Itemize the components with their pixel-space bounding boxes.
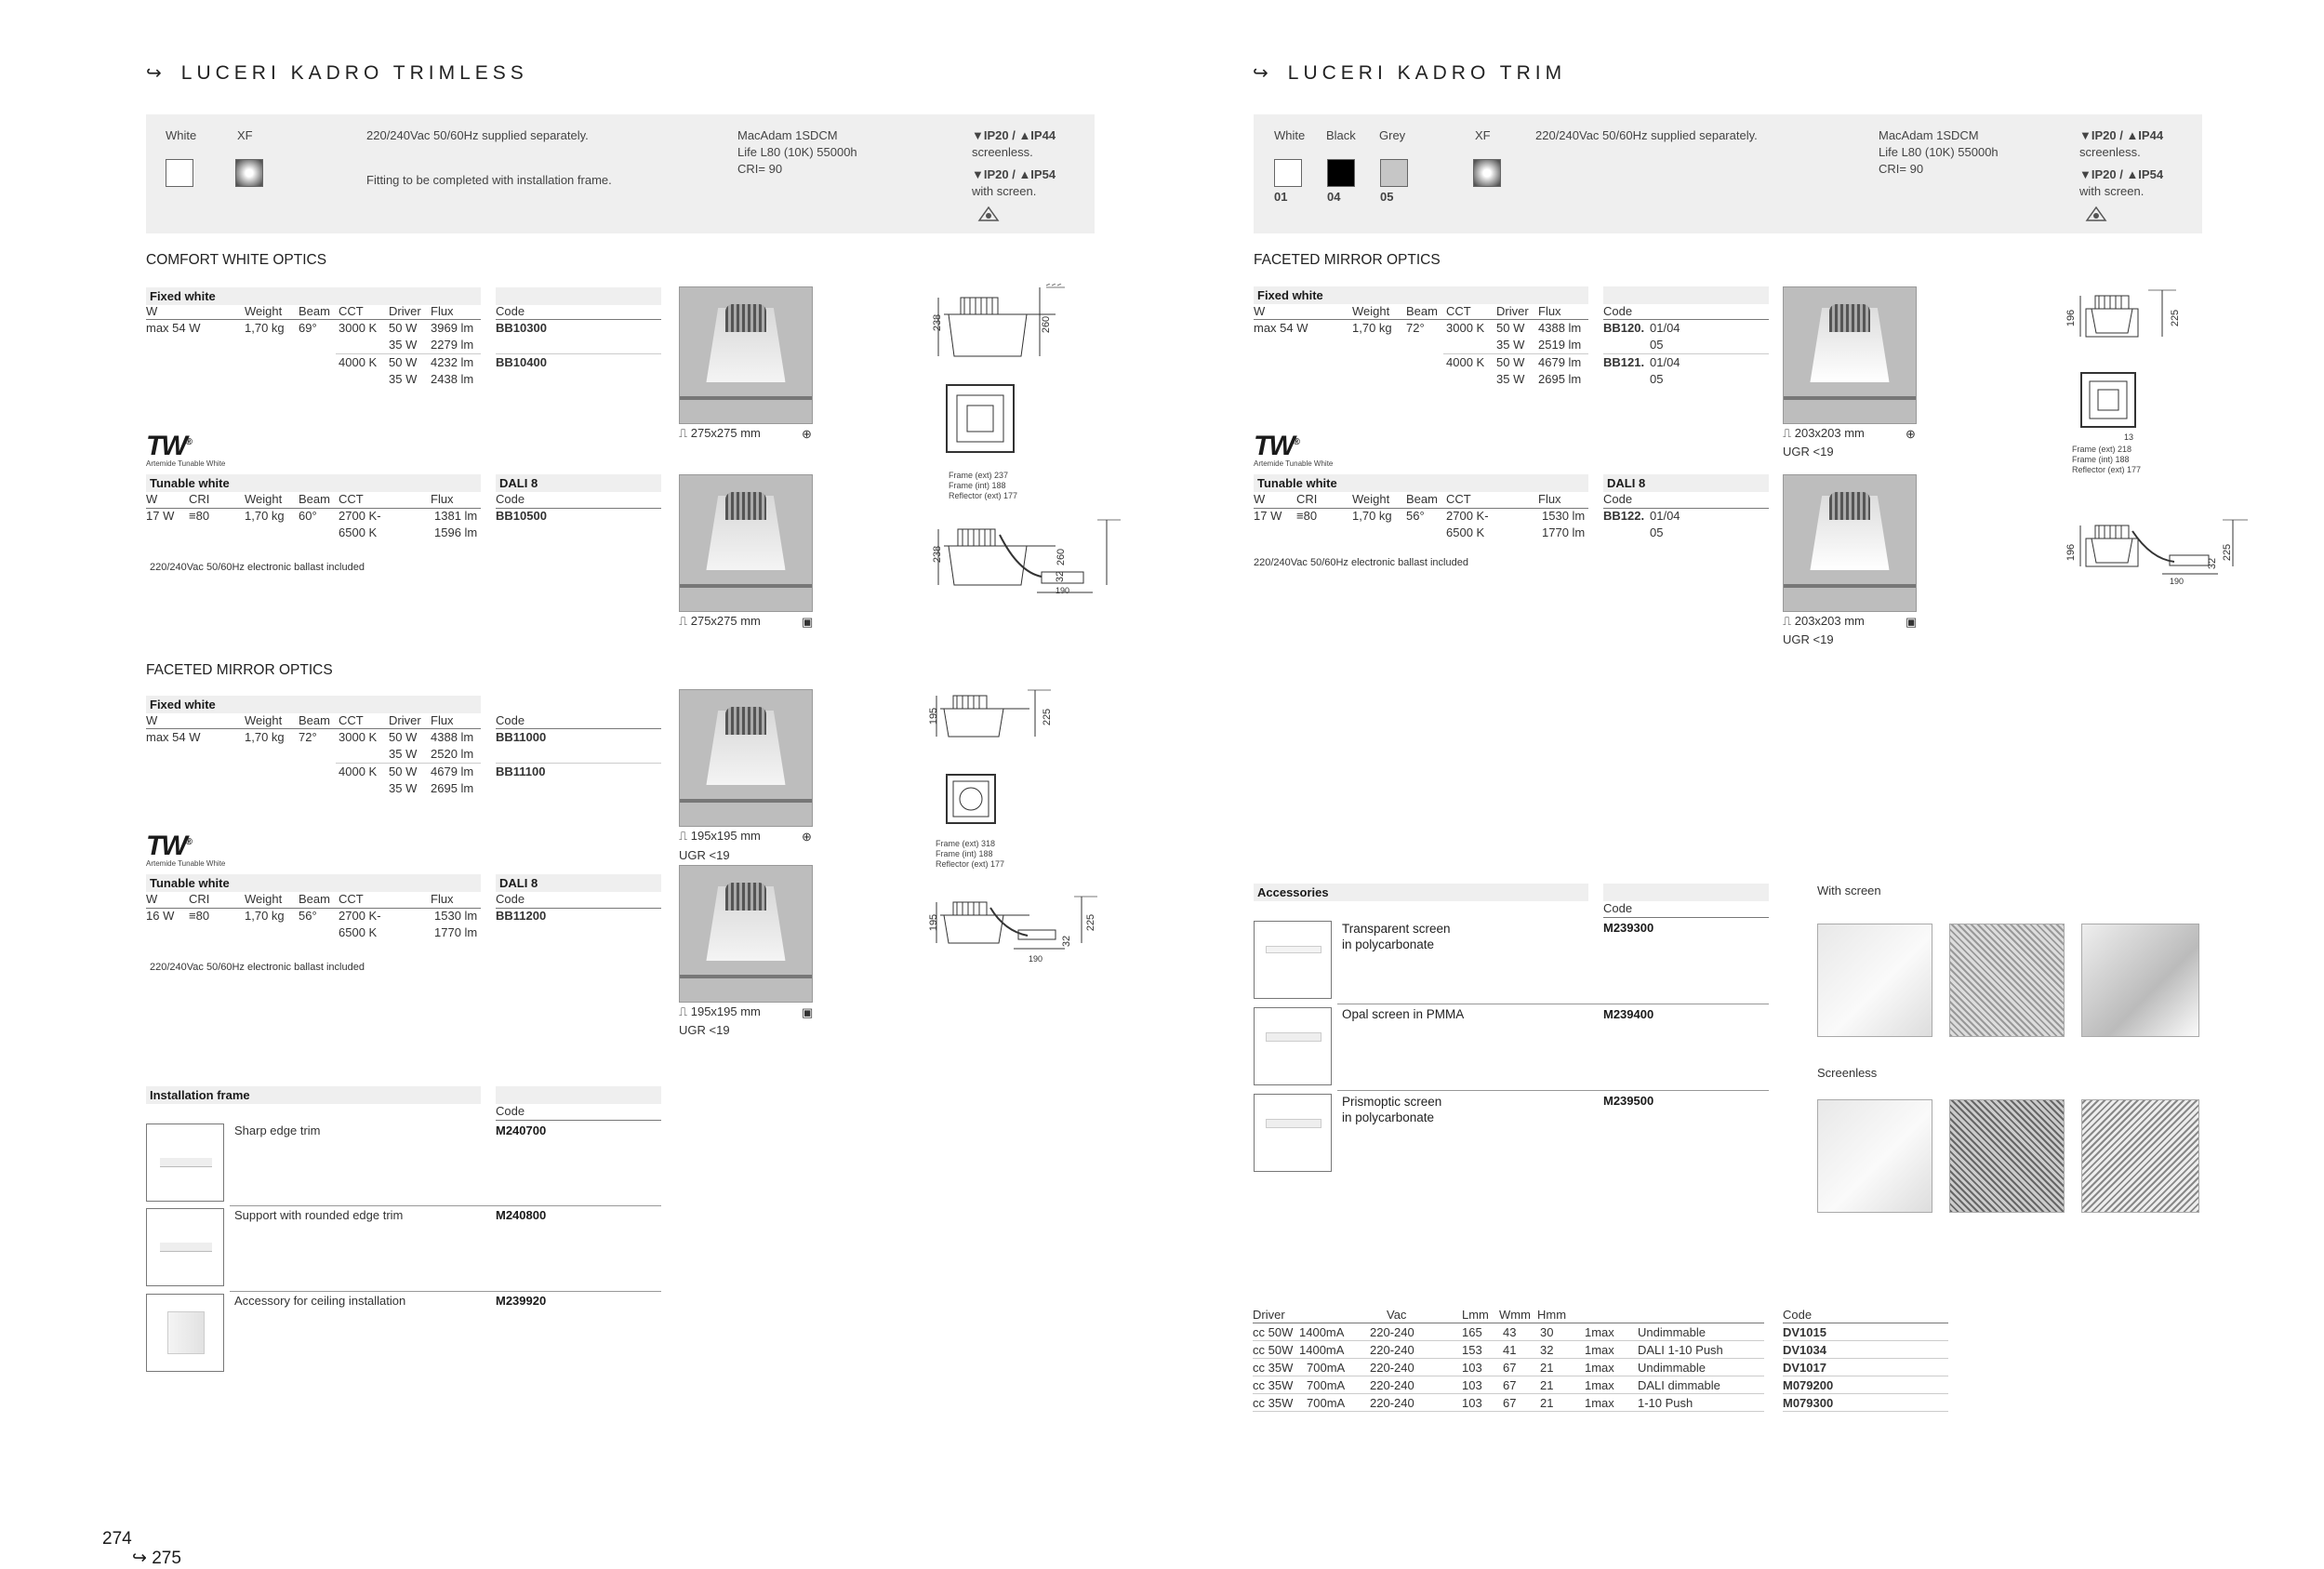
table-rule [1254,319,1588,320]
code-BB10300: BB10300 [496,321,547,335]
white-swatch [1274,159,1302,187]
ip54-sub: with screen. [972,184,1037,198]
table-rule [1783,1411,1948,1412]
code-M240800: M240800 [496,1208,547,1222]
code-M239400: M239400 [1603,1007,1654,1021]
plan-drawing [946,774,996,824]
size-icon: ⎍ [679,426,688,440]
table-rule [1337,1090,1769,1091]
table-rule [1783,1393,1948,1394]
square-icon: ▣ [802,615,814,629]
table-rule [230,1291,661,1292]
table-rule [146,728,481,729]
compass-icon: ⊕ [1906,427,1916,441]
ballast-note: 220/240Vac 50/60Hz electronic ballast included [1254,557,1468,568]
code-BB121: BB121. [1603,355,1645,369]
right-fixed-table: W Weight Beam CCT Driver Flux Code max 54 W 1,70 kg 72° 3000 K 50 W 4388 lm BB120. 01/04 35 W 2519 lm 05 4000 K 50 W 4679 lm BB121. 01/04 35 W 2695 lm 05 [1254,304,1680,386]
code-BB10400: BB10400 [496,355,547,369]
size-label: ⎍ 203x203 mm [1783,426,1865,440]
table-rule [336,763,481,764]
tw-logo: TW® [146,831,192,861]
product-photo [679,865,813,1003]
ballast-note: 220/240Vac 50/60Hz electronic ballast included [150,962,365,973]
compass-icon: ⊕ [802,427,812,441]
table-rule [496,353,661,354]
table-rule [146,319,481,320]
code-BB10500: BB10500 [496,509,547,523]
cri-text: CRI= 90 [737,162,783,176]
table-rule [496,728,661,729]
accessory-thumbnail [146,1294,224,1372]
table-rule [230,1205,661,1206]
code-M240700: M240700 [496,1124,547,1137]
table-rule [1443,353,1588,354]
frame-legend: Frame (ext) 318 Frame (int) 188 Reflector (ext) 177 [936,839,1005,869]
product-photo [1783,286,1917,424]
size-label: ⎍ 203x203 mm [1783,614,1865,628]
product-photo [679,474,813,612]
xf-label: XF [237,128,253,142]
supply-text: 220/240Vac 50/60Hz supplied separately. [366,128,589,142]
screenless-label: Screenless [1817,1066,1878,1080]
fixed-white-label: Fixed white [146,287,481,305]
life-text: Life L80 (10K) 55000h [737,145,857,159]
comfort-optics-heading: COMFORT WHITE OPTICS [146,252,327,268]
table-rule [1603,917,1769,918]
fixed-white-label: Fixed white [146,696,481,713]
arrow-icon: ↪ [146,63,166,84]
ceiling-install-icon [976,204,1001,224]
page-number-left: 274 [102,1529,132,1549]
table-rule [1253,1411,1764,1412]
faceted-optics-heading: FACETED MIRROR OPTICS [1254,252,1441,268]
code-header-bg [1603,286,1769,304]
table-rule [1603,508,1769,509]
table-rule [1253,1358,1764,1359]
code-BB11200: BB11200 [496,909,547,923]
right-spec-header: White Black Grey XF 01 04 05 220/240Vac 50/60Hz supplied separately. MacAdam 1SDCM Life L80 (10K) 55000h CRI= 90 ▼IP20 / ▲IP44 screenless. ▼IP20 / ▲IP54 with screen. [1254,114,2202,233]
drivers-table: Driver Vac Lmm Wmm Hmm Code cc 50W 1400mA 220-240 165 43 30 1max Undimmable DV1015 cc 50W 1400mA 220-240 153 41 32 1max DALI 1-10 Push DV1034 cc 35W 700mA 220-240 103 67 21 1max Undimmable DV1017 cc 35W 700mA 220-240 103 67 21 1max DALI dimmable M079200 cc 35W 700mA 220-240 103 67 21 1max 1-10 Push M079300 [1253,1308,1834,1410]
section-drawing-driver [925,516,1125,600]
dali-label: DALI 8 [496,474,661,492]
table-rule [146,908,481,909]
code-header-bg [496,1086,661,1104]
tw-subtitle: Artemide Tunable White [146,459,226,468]
black-swatch [1327,159,1355,187]
accessory-label: Opal screen in PMMA [1342,1007,1465,1021]
table-rule [146,508,481,509]
fitting-text: Fitting to be completed with installation frame. [366,173,612,187]
table-rule [496,508,661,509]
accessory-thumbnail [146,1124,224,1202]
frame-legend: Frame (ext) 218 Frame (int) 188 Reflector (ext) 177 [2072,445,2142,474]
arrow-icon: ↪ [132,1549,147,1568]
code-header-bg [1603,884,1769,901]
dali-label: DALI 8 [496,874,661,892]
compass-icon: ⊕ [802,830,812,844]
code-BB120: BB120. [1603,321,1645,335]
color-white-label: White [166,128,197,142]
code-header: Code [496,1104,525,1118]
arrow-icon: ↪ [1253,63,1273,84]
ip44-sub: screenless. [972,145,1033,159]
size-label: ⎍ 195x195 mm [679,829,761,843]
accessories-heading: Accessories [1254,884,1588,901]
size-label: ⎍ 275x275 mm [679,614,761,628]
screen-photo [1949,924,2065,1037]
install-item-label: Sharp edge trim [234,1124,321,1137]
code-M239920: M239920 [496,1294,547,1308]
table-rule [1783,1358,1948,1359]
xf-swatch [1473,159,1501,187]
product-photo [679,689,813,827]
table-rule [1254,508,1588,509]
screen-photo [2081,924,2199,1037]
tw-logo: TW® [146,431,192,461]
size-label: ⎍ 195x195 mm [679,1004,761,1018]
faceted-tunable-table: W CRI Weight Beam CCT Flux Code 16 W ≡80 1,70 kg 56° 2700 K- 6500 K 1530 lm 1770 lm BB11200 [146,892,547,939]
left-page-title: ↪ LUCERI KADRO TRIMLESS [146,62,528,84]
white-swatch [166,159,193,187]
accessory-label: Prismoptic screen in polycarbonate [1342,1095,1442,1124]
plan-drawing [2080,372,2136,428]
square-icon: ▣ [802,1005,814,1019]
accessory-thumbnail [1254,1094,1332,1172]
product-photo [679,286,813,424]
accessory-thumbnail [1254,1007,1332,1085]
screenless-photo [1949,1099,2065,1213]
section-drawing [925,688,1056,744]
screenless-photo [1817,1099,1932,1213]
screenless-photo [2081,1099,2199,1213]
grey-swatch [1380,159,1408,187]
comfort-tunable-table: W CRI Weight Beam CCT Flux Code 17 W ≡80 1,70 kg 60° 2700 K- 6500 K 1381 lm 1596 lm BB10500 [146,492,547,539]
table-rule [1783,1340,1948,1341]
install-frame-heading: Installation frame [146,1086,481,1104]
ip54-text: ▼IP20 / ▲IP54 [972,167,1056,181]
left-spec-header [146,114,1095,233]
code-M239500: M239500 [1603,1094,1654,1108]
table-rule [496,1120,661,1121]
table-rule [1603,353,1769,354]
ballast-note: 220/240Vac 50/60Hz electronic ballast included [150,562,365,573]
install-item-label: Accessory for ceiling installation [234,1294,406,1308]
xf-swatch [235,159,263,187]
size-icon: ⎍ [679,829,688,843]
accessory-label: Transparent screen in polycarbonate [1342,922,1451,951]
size-icon: ⎍ [1783,614,1792,628]
right-tunable-table: W CRI Weight Beam CCT Flux Code 17 W ≡80 1,70 kg 56° 2700 K- 6500 K 1530 lm 1770 lm BB122. 01/04 05 [1254,492,1680,539]
table-rule [1253,1393,1764,1394]
comfort-fixed-table: W Weight Beam CCT Driver Flux Code max 54 W 1,70 kg 69° 3000 K 50 W 3969 lm BB10300 35 W 2279 lm 4000 K 50 W 4232 lm BB10400 35 W 2438 lm [146,304,547,386]
table-rule [336,353,481,354]
code-BB11100: BB11100 [496,765,546,778]
faceted-optics-heading: FACETED MIRROR OPTICS [146,662,333,678]
ugr-label: UGR <19 [679,1023,730,1037]
table-rule [496,319,661,320]
size-icon: ⎍ [1783,426,1792,440]
code-BB122: BB122. [1603,509,1645,523]
plan-drawing [946,384,1015,453]
section-drawing [2069,286,2181,347]
accessory-thumbnail [1254,921,1332,999]
macadam-text: MacAdam 1SDCM [737,128,838,142]
ugr-label: UGR <19 [679,848,730,862]
tw-logo: TW® [1254,431,1299,461]
code-BB11000: BB11000 [496,730,547,744]
table-rule [1253,1340,1764,1341]
size-label: ⎍ 275x275 mm [679,426,761,440]
square-icon: ▣ [1906,615,1918,629]
table-rule [1603,319,1769,320]
right-page-title: ↪ LUCERI KADRO TRIM [1253,62,1567,84]
table-rule [496,763,661,764]
product-photo [1783,474,1917,612]
frame-legend: Frame (ext) 237 Frame (int) 188 Reflector (ext) 177 [949,471,1018,500]
section-drawing-driver [925,895,1111,960]
with-screen-label: With screen [1817,884,1881,898]
tw-subtitle: Artemide Tunable White [146,859,226,868]
ip44-text: ▼IP20 / ▲IP44 [972,128,1056,142]
size-icon: ⎍ [679,614,688,628]
ceiling-install-icon [2084,204,2108,224]
screen-photo [1817,924,1932,1037]
tunable-white-label: Tunable white [146,474,481,492]
install-item-label: Support with rounded edge trim [234,1208,404,1222]
code-M239300: M239300 [1603,921,1654,935]
tunable-white-label: Tunable white [146,874,481,892]
page-number-right: ↪ 275 [132,1549,181,1568]
size-icon: ⎍ [679,1004,688,1018]
accessory-thumbnail [146,1208,224,1286]
faceted-fixed-table: W Weight Beam CCT Driver Flux Code max 54 W 1,70 kg 72° 3000 K 50 W 4388 lm BB11000 35 W 2520 lm 4000 K 50 W 4679 lm BB11100 35 W 2695 lm [146,713,547,795]
table-rule [496,908,661,909]
